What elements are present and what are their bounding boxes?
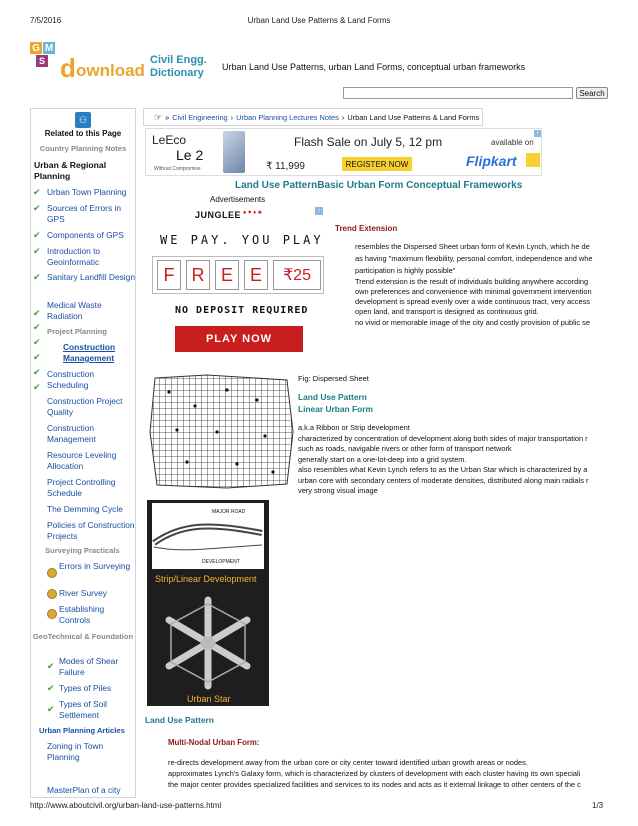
check-icon: ✔ xyxy=(47,704,55,714)
sidebar-item-masterplan[interactable]: MasterPlan of a city xyxy=(47,785,121,795)
sidebar-item-project-controlling[interactable]: Project Controlling Schedule xyxy=(47,477,116,498)
linear-heading-1: Land Use Pattern xyxy=(298,392,367,402)
sidebar-item-sanitary-landfill[interactable]: Sanitary Landfill Design xyxy=(47,272,135,282)
tile-e1: E xyxy=(215,260,239,290)
ad-choices-icon[interactable]: i xyxy=(534,130,541,137)
flipkart-cart-icon xyxy=(526,153,540,167)
page-title: Land Use PatternBasic Urban Form Conceptual Frameworks xyxy=(235,180,523,191)
linear-line: generally start on a one-lot-deep into a grid system. xyxy=(298,455,467,464)
sidebar-item-establishing-controls[interactable]: Establishing Controls xyxy=(59,604,105,625)
sidebar-item-shear-failure[interactable]: Modes of Shear Failure xyxy=(59,656,119,677)
trend-line: as having "maximum flexibility, personal comfort, independence and whe xyxy=(355,254,593,263)
free-tiles xyxy=(152,256,324,294)
multinodal-line: • the major center provides specialized facilities and services to its nodes and acts as it external linkage to other centers of the c xyxy=(168,780,610,790)
ad-sub: Without Compromise xyxy=(154,166,201,172)
linear-line: • very strong visual image xyxy=(298,486,610,496)
urban-star-drawing xyxy=(155,594,261,692)
breadcrumb-arrow-icon: › xyxy=(341,112,345,122)
sidebar-section-surveying: Surveying Practicals xyxy=(45,546,120,555)
breadcrumb-current: Urban Land Use Patterns & Land Forms xyxy=(347,112,480,122)
trend-line: own preferences and convenience with minimal government intervention xyxy=(355,287,592,296)
breadcrumb xyxy=(143,108,483,126)
print-title: Urban Land Use Patterns & Land Forms xyxy=(247,16,391,25)
sidebar-section-urban-articles: Urban Planning Articles xyxy=(39,726,125,735)
tile-e2: E xyxy=(244,260,268,290)
ad-game-line2: NO DEPOSIT REQUIRED xyxy=(175,305,309,316)
ad-price: ₹ 11,999 xyxy=(266,161,305,172)
ad-game-line1: WE PAY. YOU PLAY xyxy=(160,233,324,247)
check-icon: ✔ xyxy=(33,230,41,240)
sidebar xyxy=(30,108,136,798)
logo-g: G xyxy=(30,42,42,54)
ad-available: available on xyxy=(491,138,534,147)
linear-line: urban core with secondary centers of moderate densities, distributed along main radials r xyxy=(298,476,589,485)
linear-heading-2: Linear Urban Form xyxy=(298,404,373,414)
sidebar-section-geotech: GeoTechnical & Foundation xyxy=(32,632,134,641)
sidebar-item-gps-components[interactable]: Components of GPS xyxy=(47,230,124,240)
linear-line: a.k.a Ribbon or Strip development xyxy=(298,423,410,432)
fig-caption: Fig: Dispersed Sheet xyxy=(298,374,369,383)
ad-choices-icon[interactable]: i xyxy=(315,207,323,215)
sidebar-item-types-piles[interactable]: Types of Piles xyxy=(59,683,112,693)
trend-line: • participation is highly possible" xyxy=(355,266,610,276)
breadcrumb-arrow-icon: › xyxy=(230,112,234,122)
sidebar-item-demming-cycle[interactable]: The Demming Cycle xyxy=(47,504,123,514)
trend-line: • no vivid or memorable image of the city and costly provision of public se xyxy=(355,318,610,328)
sidebar-item-zoning[interactable]: Zoning in Town Planning xyxy=(47,741,104,762)
check-icon: ✔ xyxy=(33,308,41,318)
phone-image xyxy=(223,131,245,173)
trend-line: • Trend extension is the result of individuals building anywhere according xyxy=(355,277,610,287)
site-tagline: Urban Land Use Patterns, urban Land Forms, conceptual urban frameworks xyxy=(222,62,526,72)
logo-civil: Civil Engg. xyxy=(150,54,207,66)
sidebar-item-construction-scheduling[interactable]: Construction Scheduling xyxy=(47,369,95,390)
linear-line: such as roads, navigable rivers or other form of transport network xyxy=(298,444,512,453)
sidebar-item-river-survey[interactable]: River Survey xyxy=(59,588,107,598)
multinodal-line: • re-directs development away from the urban core or city center toward identified urban growth areas or nodes. xyxy=(168,758,610,768)
check-icon: ✔ xyxy=(33,367,41,377)
tile-r: R xyxy=(186,260,210,290)
sidebar-item-resource-leveling[interactable]: Resource Leveling Allocation xyxy=(47,450,117,471)
tile-amount: ₹25 xyxy=(273,260,321,290)
check-icon: ✔ xyxy=(33,322,41,332)
print-url: http://www.aboutcivil.org/urban-land-use-patterns.html xyxy=(30,801,222,810)
strip-road-label: MAJOR ROAD xyxy=(212,509,246,515)
site-logo[interactable] xyxy=(30,42,64,72)
country-notes[interactable]: Country Planning Notes xyxy=(39,144,127,153)
breadcrumb-sep: » xyxy=(165,112,170,122)
linear-line: characterized by concentration of development along both sides of major transportation r xyxy=(298,434,588,443)
strip-figure-canvas xyxy=(152,503,264,569)
logo-s: S xyxy=(36,55,48,67)
ad-headline: Flash Sale on July 5, 12 pm xyxy=(294,135,443,149)
sidebar-heading: Urban & Regional Planning xyxy=(34,160,107,181)
check-icon: ✔ xyxy=(47,661,55,671)
star-caption: Urban Star xyxy=(187,694,231,704)
sidebar-item-gps-errors[interactable]: Sources of Errors in GPS xyxy=(47,203,122,224)
ad-store: Flipkart xyxy=(466,153,517,169)
strip-caption: Strip/Linear Development xyxy=(155,574,257,584)
medal-icon xyxy=(47,568,57,578)
sidebar-item-construction-management-active[interactable]: Construction Management xyxy=(63,342,116,363)
sidebar-item-geoinformatic[interactable]: Introduction to Geoinformatic xyxy=(47,246,101,267)
ad-banner-leeco[interactable] xyxy=(145,128,542,176)
sitemap-icon: ⚇ xyxy=(75,112,91,128)
trend-heading: Trend Extension xyxy=(335,224,398,233)
land-use-pattern-heading: Land Use Pattern xyxy=(145,715,214,725)
trend-line: open land, and transport is designed as continuous grid. xyxy=(355,307,539,316)
search-input[interactable] xyxy=(343,87,573,99)
multinodal-line: • approximates Lynch's Galaxy form, which is characterized by clusters of development with each cluster having its own speciali xyxy=(168,769,610,779)
sidebar-section-project-planning: Project Planning xyxy=(47,327,107,336)
multinodal-heading: Multi-Nodal Urban Form: xyxy=(168,738,260,747)
check-icon: ✔ xyxy=(33,352,41,362)
logo-d: d xyxy=(60,53,76,83)
ad-junglee[interactable] xyxy=(150,206,325,356)
linear-line: also resembles what Kevin Lynch refers to as the Urban Star which is characterized by a xyxy=(298,465,588,474)
ad-register-button[interactable]: REGISTER NOW xyxy=(342,157,412,171)
check-icon: ✔ xyxy=(33,337,41,347)
sidebar-item-construction-management[interactable]: Construction Management xyxy=(47,423,96,444)
check-icon: ✔ xyxy=(47,683,55,693)
logo-dictionary: Dictionary xyxy=(150,67,204,79)
check-icon: ✔ xyxy=(33,246,41,256)
strip-dev-label: DEVELOPMENT xyxy=(202,559,240,565)
playing-cards-icon: ♠ ♥ ♦ ♣ xyxy=(243,210,262,216)
medal-icon xyxy=(47,609,57,619)
tile-f: F xyxy=(157,260,181,290)
junglee-brand: JUNGLEE xyxy=(195,210,242,220)
sidebar-item-medical-waste[interactable]: Medical Waste Radiation xyxy=(47,300,102,321)
strip-development-figure xyxy=(147,500,269,590)
medal-icon xyxy=(47,589,57,599)
sidebar-item-construction-policies[interactable]: Policies of Construction Projects xyxy=(47,520,135,541)
check-icon: ✔ xyxy=(33,187,41,197)
sidebar-item-errors-surveying[interactable]: Errors in Surveying xyxy=(59,561,131,571)
check-icon: ✔ xyxy=(33,203,41,213)
trend-line: • development is spread evenly over a wide continuous tract, very access xyxy=(355,297,610,307)
search-button[interactable]: Search xyxy=(576,87,608,99)
ad-model: Le 2 xyxy=(176,147,204,163)
logo-word: ownload xyxy=(76,61,145,80)
sidebar-item-project-quality[interactable]: Construction Project Quality xyxy=(47,396,123,417)
print-page-number: 1/3 xyxy=(592,801,604,810)
trend-line: • resembles the Dispersed Sheet urban form of Kevin Lynch, which he de xyxy=(355,242,610,252)
breadcrumb-urban-notes[interactable]: Urban Planning Lectures Notes xyxy=(236,112,339,122)
print-date: 7/5/2016 xyxy=(30,16,62,25)
sidebar-item-soil-settlement[interactable]: Types of Soil Settlement xyxy=(59,699,107,720)
play-now-button[interactable]: PLAY NOW xyxy=(175,326,303,352)
check-icon: ✔ xyxy=(33,272,41,282)
ad-brand: LeEco xyxy=(152,133,187,147)
breadcrumb-civil[interactable]: Civil Engineering xyxy=(172,112,228,122)
related-heading: Related to this Page xyxy=(44,129,122,138)
ads-label: Advertisements xyxy=(210,195,266,204)
hand-pointer-icon: ☞ xyxy=(154,111,163,122)
urban-star-figure xyxy=(147,590,269,706)
check-icon: ✔ xyxy=(33,382,41,392)
dispersed-sheet-figure xyxy=(147,372,295,490)
logo-m: M xyxy=(44,42,54,54)
sidebar-item-urban-town-planning[interactable]: Urban Town Planning xyxy=(47,187,127,197)
